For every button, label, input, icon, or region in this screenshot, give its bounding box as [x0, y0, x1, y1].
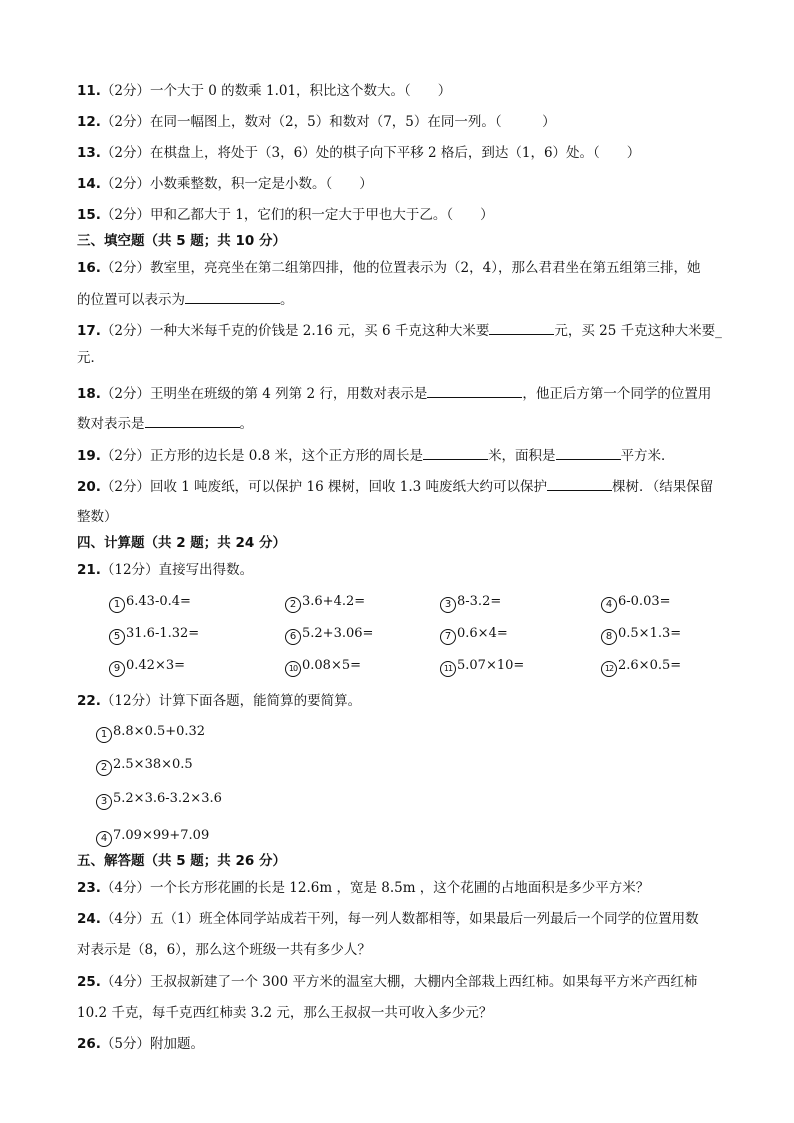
question-text: 的位置可以表示为: [77, 292, 185, 308]
question-text: 元．: [77, 350, 104, 366]
circled-number: 11: [440, 661, 456, 677]
question-20-line1: [77, 476, 754, 497]
calc-expression: 8-3.2=: [457, 594, 502, 609]
question-18-line1: [77, 383, 754, 404]
question-21: [77, 560, 754, 580]
question-16-line2: [77, 289, 754, 310]
question-13: [77, 143, 754, 163]
question-text: 棵树．（结果保留: [612, 479, 714, 495]
calc-expression: 6-0.03=: [618, 594, 671, 609]
question-17-line1: [77, 320, 754, 341]
question-text: 平方米．: [620, 448, 675, 464]
calc-item: [440, 624, 508, 645]
calc-item: [109, 624, 199, 645]
question-number: 16.: [77, 260, 101, 276]
circled-number: 10: [285, 661, 301, 677]
calc-item: [285, 624, 373, 645]
question-text: 10.2 千克，每千克西红柿卖 3.2 元，那么王叔叔一共可收入多少元？: [77, 1005, 493, 1021]
question-text: （2分）教室里，亮亮坐在第二组第四排，他的位置表示为（2，4），那么君君坐在第五组第三排，她: [100, 260, 701, 276]
circled-number: 7: [440, 629, 456, 645]
question-number: 20.: [77, 479, 101, 495]
question-24-line1: [77, 909, 754, 929]
question-number: 12.: [77, 114, 101, 130]
calc-expression: 5.2+3.06=: [302, 626, 374, 641]
question-text: 对表示是（8，6），那么这个班级一共有多少人？: [77, 942, 371, 958]
question-number: 26.: [77, 1036, 101, 1052]
answer-blank[interactable]: [145, 413, 240, 428]
question-number: 17.: [77, 323, 101, 339]
calc-expression: 0.6×4=: [457, 626, 508, 641]
calc-expression: 5.07×10=: [457, 658, 525, 673]
circled-number: 8: [601, 629, 617, 645]
circled-number: 3: [440, 597, 456, 613]
question-14: [77, 174, 754, 194]
calc-item: [285, 656, 361, 677]
question-text: （12分）直接写出得数。: [100, 562, 254, 578]
question-number: 19.: [77, 448, 101, 464]
calc-item: [440, 592, 501, 613]
question-text: 。: [280, 292, 294, 308]
circled-number: 12: [601, 661, 617, 677]
answer-blank[interactable]: [427, 383, 522, 398]
section-5-heading: 五、解答题（共 5 题；共 26 分）: [77, 853, 286, 869]
calc-expression: 6.43-0.4=: [126, 594, 191, 609]
calc-expression: 0.08×5=: [302, 658, 362, 673]
circled-number: 4: [96, 831, 112, 847]
calc-item: [285, 592, 365, 613]
calc-expression: 0.42×3=: [126, 658, 186, 673]
calc-expression: 8.8×0.5+0.32: [113, 724, 206, 739]
question-22: [77, 691, 754, 711]
question-text: （4分）一个长方形花圃的长是 12.6m ，宽是 8.5m ，这个花圃的占地面积是多少平方米？: [100, 880, 650, 896]
question-text: 数对表示是: [77, 416, 145, 432]
question-text: （2分）回收 1 吨废纸，可以保护 16 棵树，回收 1.3 吨废纸大约可以保护: [100, 479, 547, 495]
circled-number: 2: [285, 597, 301, 613]
answer-blank[interactable]: [185, 289, 280, 304]
question-12: [77, 112, 754, 132]
question-number: 13.: [77, 145, 101, 161]
question-text: 米，面积是: [488, 448, 556, 464]
calc-expression: 3.6+4.2=: [302, 594, 366, 609]
question-16-line1: [77, 258, 754, 278]
question-number: 22.: [77, 693, 101, 709]
question-text: （5分）附加题。: [100, 1036, 205, 1052]
circled-number: 3: [96, 794, 112, 810]
calc-expression: 2.5×38×0.5: [113, 757, 193, 772]
question-17-line2: [77, 348, 754, 368]
question-text: （2分）王明坐在班级的第 4 列第 2 行，用数对表示是: [100, 386, 428, 402]
calc-expression: 2.6×0.5=: [618, 658, 682, 673]
question-text: （4分）王叔叔新建了一个 300 平方米的温室大棚，大棚内全部栽上西红柿。如果每平方米产西红柿: [100, 974, 698, 990]
question-text: （2分）正方形的边长是 0.8 米，这个正方形的周长是: [100, 448, 424, 464]
answer-blank[interactable]: [423, 445, 488, 460]
calc-item: [109, 656, 185, 677]
question-number: 11.: [77, 83, 101, 99]
calc-item: [601, 656, 681, 677]
question-18-line2: [77, 413, 754, 434]
question-26: [77, 1034, 754, 1054]
question-text: （2分）在棋盘上，将处于（3，6）处的棋子向下平移 2 格后，到达（1，6）处。（ ）: [100, 145, 641, 161]
question-number: 21.: [77, 562, 101, 578]
question-number: 15.: [77, 207, 101, 223]
question-number: 14.: [77, 176, 101, 192]
calc-item: [96, 789, 222, 810]
question-text: ，他正后方第一个同学的位置用: [522, 386, 712, 402]
question-23: [77, 878, 754, 898]
circled-number: 1: [96, 727, 112, 743]
circled-number: 2: [96, 760, 112, 776]
circled-number: 1: [109, 597, 125, 613]
question-text: （2分）甲和乙都大于 1，它们的积一定大于甲也大于乙。（ ）: [100, 207, 494, 223]
circled-number: 5: [109, 629, 125, 645]
calc-item: [601, 624, 681, 645]
question-text: （2分）一种大米每千克的价钱是 2.16 元，买 6 千克这种大米要: [100, 323, 490, 339]
calc-item: [96, 826, 209, 847]
question-20-line2: [77, 507, 754, 527]
circled-number: 4: [601, 597, 617, 613]
question-text: （2分）小数乘整数，积一定是小数。（ ）: [100, 176, 373, 192]
question-text: （2分）在同一幅图上，数对（2，5）和数对（7，5）在同一列。（ ）: [100, 114, 556, 130]
question-15: [77, 205, 754, 225]
calc-item: [440, 656, 524, 677]
question-number: 25.: [77, 974, 101, 990]
question-24-line2: [77, 940, 754, 960]
answer-blank[interactable]: [556, 445, 621, 460]
calc-expression: 5.2×3.6-3.2×3.6: [113, 791, 222, 806]
section-4-heading: 四、计算题（共 2 题；共 24 分）: [77, 535, 286, 551]
question-number: 18.: [77, 386, 101, 402]
calc-item: [601, 592, 671, 613]
calc-item: [109, 592, 191, 613]
calc-expression: 7.09×99+7.09: [113, 828, 210, 843]
question-text: （12分）计算下面各题，能简算的要简算。: [100, 693, 362, 709]
question-text: （2分）一个大于 0 的数乘 1.01，积比这个数大。（ ）: [100, 83, 452, 99]
question-25-line2: [77, 1003, 754, 1023]
question-text: 元，买 25 千克这种大米要_: [554, 323, 722, 339]
calc-expression: 31.6-1.32=: [126, 626, 200, 641]
calc-item: [96, 722, 205, 743]
question-19: [77, 445, 754, 466]
question-text: （4分）五（1）班全体同学站成若干列，每一列人数都相等，如果最后一列最后一个同学的位置用数: [100, 911, 699, 927]
answer-blank[interactable]: [489, 320, 554, 335]
circled-number: 6: [285, 629, 301, 645]
circled-number: 9: [109, 661, 125, 677]
answer-blank[interactable]: [547, 476, 612, 491]
question-number: 24.: [77, 911, 101, 927]
calc-item: [96, 755, 193, 776]
question-11: [77, 81, 754, 101]
calc-expression: 0.5×1.3=: [618, 626, 682, 641]
question-25-line1: [77, 972, 754, 992]
question-text: 整数）: [77, 509, 118, 525]
question-text: 。: [239, 416, 253, 432]
section-3-heading: 三、填空题（共 5 题；共 10 分）: [77, 233, 286, 249]
question-number: 23.: [77, 880, 101, 896]
